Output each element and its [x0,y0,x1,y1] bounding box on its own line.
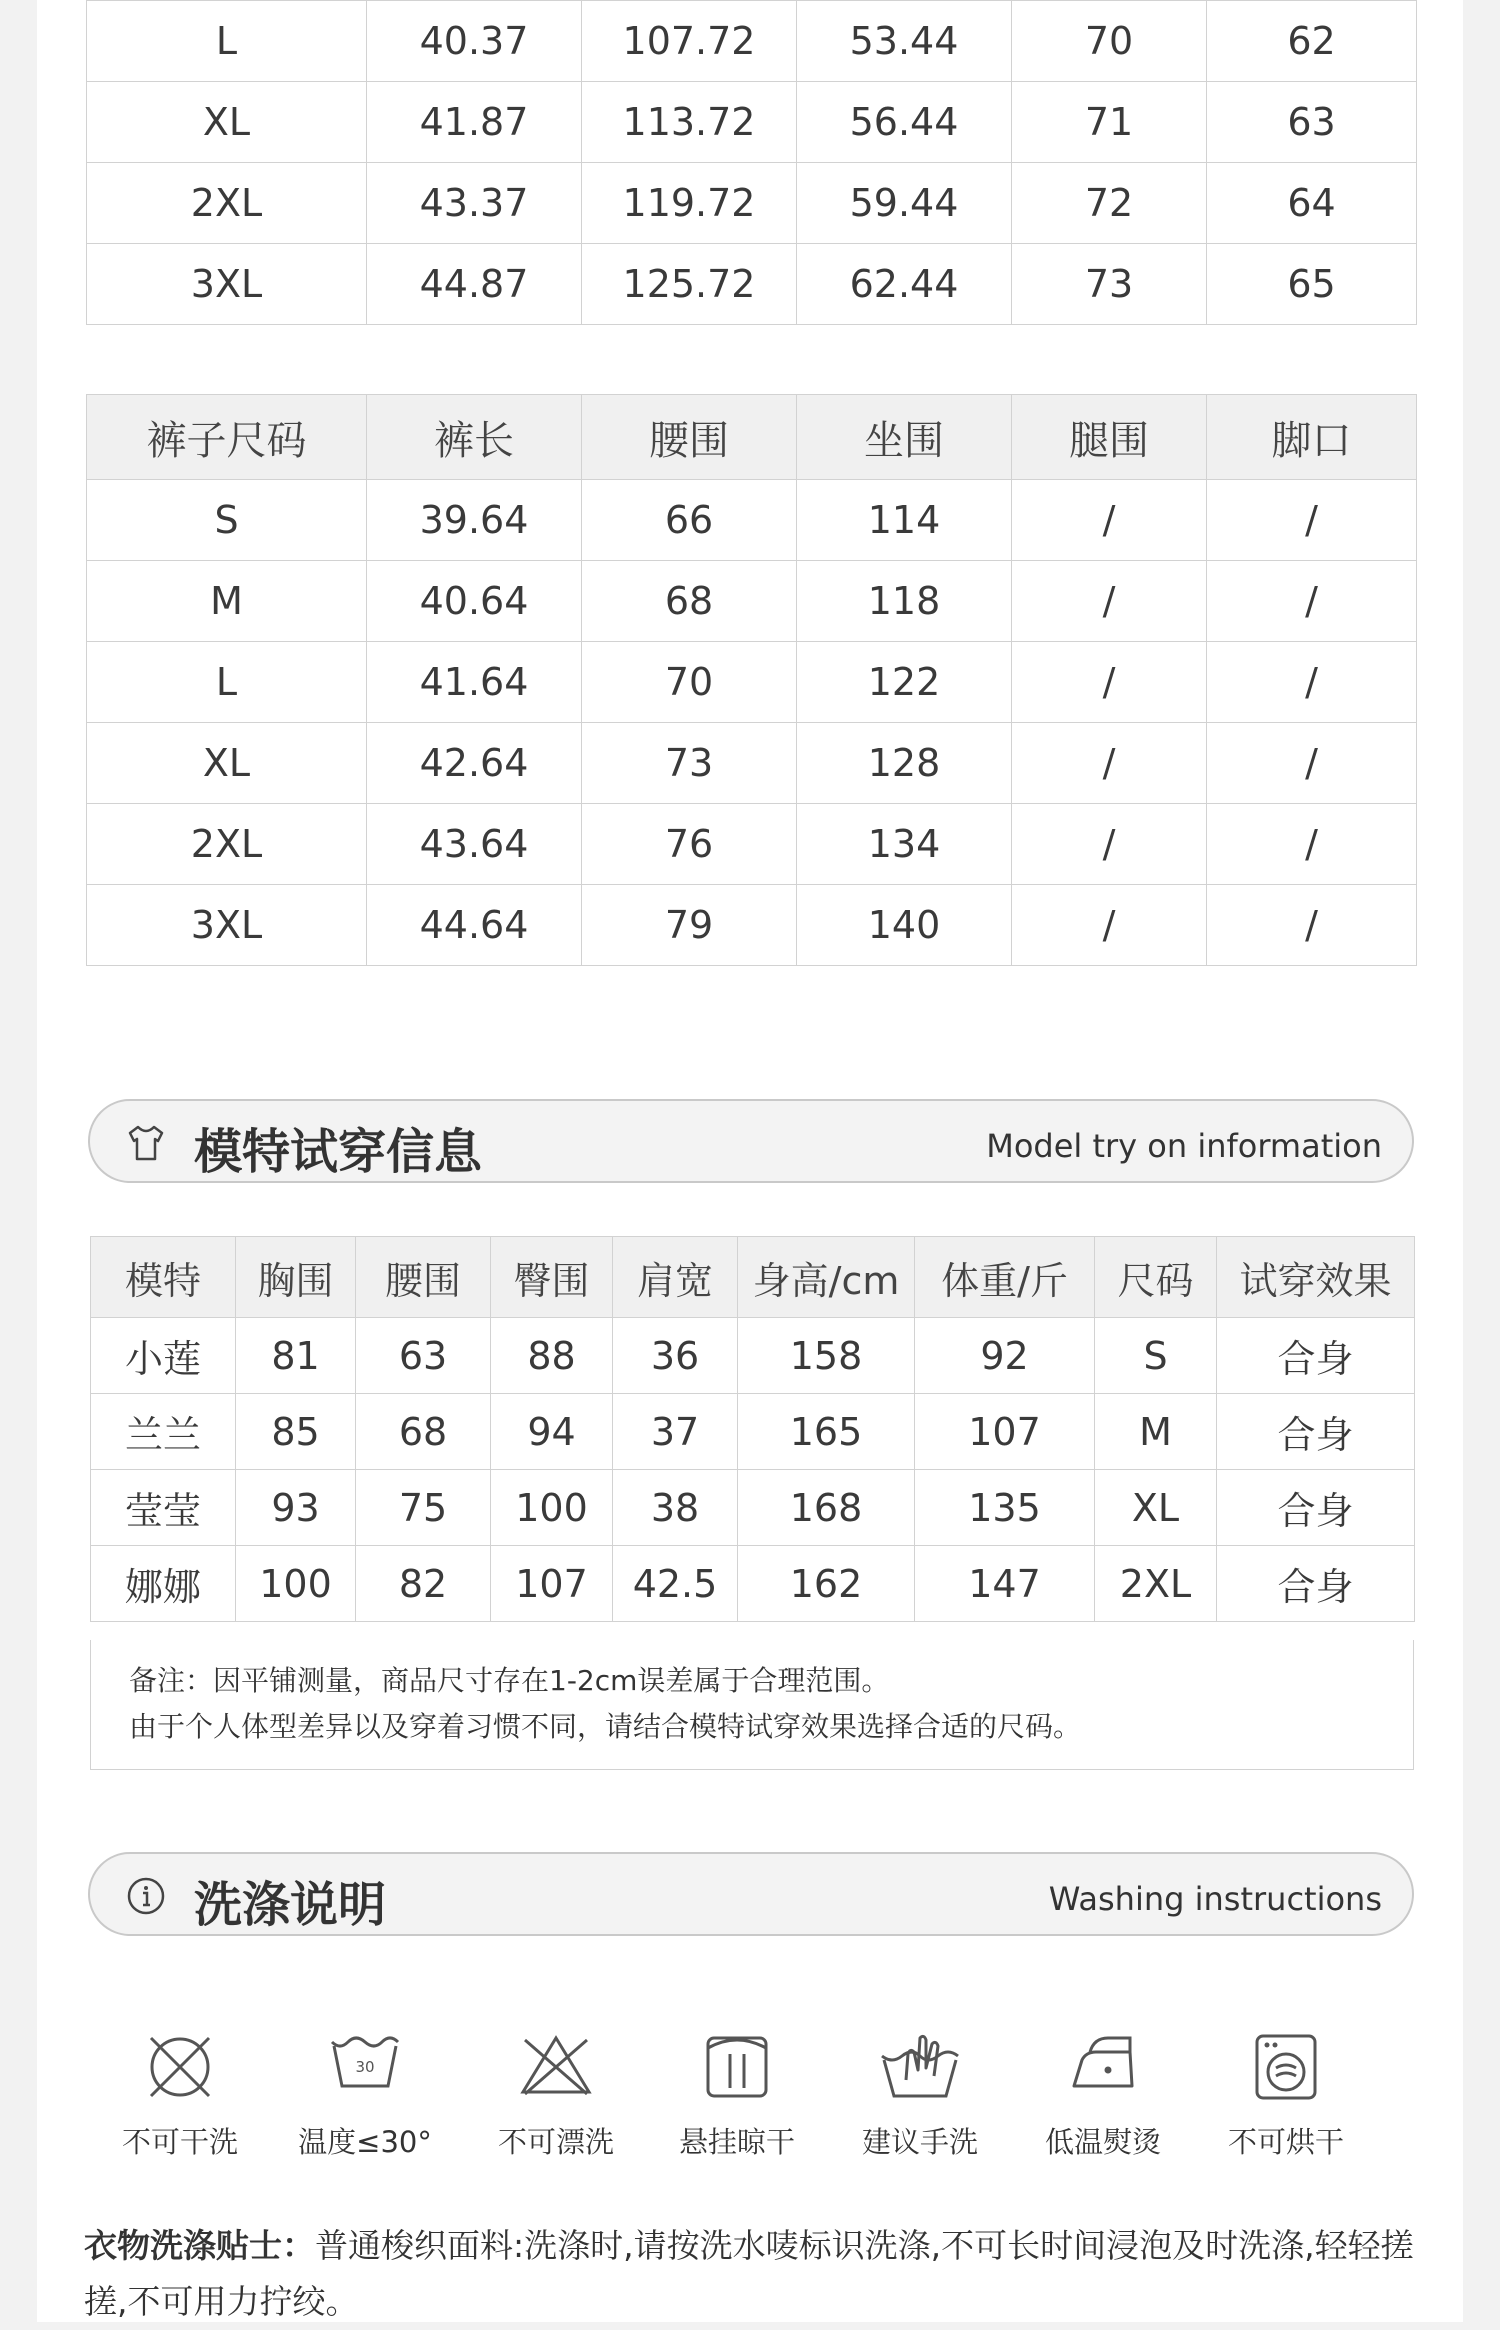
note-line-2: 由于个人体型差异以及穿着习惯不同，请结合模特试穿效果选择合适的尺码。 [129,1710,1082,1743]
table-cell: 2XL [87,163,367,244]
top-size-table [86,0,1417,325]
table-cell: 56.44 [797,82,1012,163]
column-header: 肩宽 [613,1237,738,1318]
table-cell: 2XL [87,804,367,885]
table-cell: / [1012,885,1207,966]
size-row [87,244,1417,325]
table-cell: 168 [738,1470,915,1546]
table-cell: 68 [356,1394,491,1470]
wash-item-no-bleach [466,2030,646,2161]
column-header: 坐围 [797,395,1012,480]
table-cell: 100 [491,1470,613,1546]
wash-item-no-tumble-dry [1196,2030,1376,2161]
column-header: 腰围 [582,395,797,480]
table-cell: / [1207,642,1417,723]
wash-item-temp [275,2030,455,2161]
table-cell: 41.64 [367,642,582,723]
size-row [87,642,1417,723]
table-cell: 小莲 [91,1318,236,1394]
wash-item-low-iron [1013,2030,1193,2161]
table-cell: 81 [236,1318,356,1394]
table-cell: 140 [797,885,1012,966]
wash-item-hang-dry [647,2030,827,2161]
table-cell: 65 [1207,244,1417,325]
note-line-1: 备注：因平铺测量，商品尺寸存在1-2cm误差属于合理范围。 [129,1664,890,1697]
column-header: 模特 [91,1237,236,1318]
no-dry-clean-icon [143,2030,217,2104]
table-cell: M [1095,1394,1217,1470]
column-header: 裤子尺码 [87,395,367,480]
table-cell: 44.87 [367,244,582,325]
wash-item-no-dry-clean [90,2030,270,2161]
model-row [91,1318,1415,1394]
no-tumble-dry-icon [1249,2030,1323,2104]
table-cell: 118 [797,561,1012,642]
table-cell: / [1012,642,1207,723]
wash-section-subtitle: Washing instructions [1048,1880,1382,1918]
table-cell: 2XL [1095,1546,1217,1622]
table-cell: 71 [1012,82,1207,163]
table-cell: 128 [797,723,1012,804]
table-cell: 38 [613,1470,738,1546]
table-cell: 92 [915,1318,1095,1394]
table-cell: 73 [582,723,797,804]
table-cell: 40.37 [367,1,582,82]
model-note [90,1640,1414,1770]
tips-label: 衣物洗涤贴士： [84,2226,315,2265]
table-cell: 72 [1012,163,1207,244]
size-row [87,885,1417,966]
low-iron-icon [1064,2030,1142,2104]
column-header: 裤长 [367,395,582,480]
wash-label: 温度≤30° [298,2125,432,2159]
tips-text: 普通梭织面料:洗涤时,请按洗水唛标识洗涤,不可长时间浸泡及时洗涤,轻轻搓搓,不可用力拧绞。 [84,2226,1414,2321]
size-row [87,723,1417,804]
table-cell: / [1207,561,1417,642]
table-cell: 76 [582,804,797,885]
table-cell: 68 [582,561,797,642]
table-cell: 43.64 [367,804,582,885]
size-row [87,480,1417,561]
table-cell: 82 [356,1546,491,1622]
info-icon [126,1876,166,1916]
table-cell: 162 [738,1546,915,1622]
table-cell: 3XL [87,885,367,966]
table-cell: 41.87 [367,82,582,163]
table-cell: 39.64 [367,480,582,561]
table-cell: 合身 [1217,1470,1415,1546]
model-table [90,1236,1415,1622]
table-cell: / [1012,561,1207,642]
table-cell: 59.44 [797,163,1012,244]
shirt-icon [126,1123,166,1163]
table-cell: 100 [236,1546,356,1622]
table-cell: 53.44 [797,1,1012,82]
table-cell: 165 [738,1394,915,1470]
column-header: 脚口 [1207,395,1417,480]
table-cell: 73 [1012,244,1207,325]
table-cell: 119.72 [582,163,797,244]
size-row [87,163,1417,244]
column-header: 试穿效果 [1217,1237,1415,1318]
table-cell: 93 [236,1470,356,1546]
table-cell: 62 [1207,1,1417,82]
table-cell: 107 [915,1394,1095,1470]
table-cell: 合身 [1217,1546,1415,1622]
table-cell: / [1207,480,1417,561]
table-cell: 43.37 [367,163,582,244]
wash-temp: 30 [355,2058,375,2076]
table-cell: 107 [491,1546,613,1622]
table-cell: 42.5 [613,1546,738,1622]
column-header: 臀围 [491,1237,613,1318]
table-cell: M [87,561,367,642]
hand-wash-icon [878,2030,962,2104]
table-cell: 62.44 [797,244,1012,325]
table-cell: 113.72 [582,82,797,163]
table-cell: 63 [356,1318,491,1394]
column-header: 尺码 [1095,1237,1217,1318]
no-bleach-icon [517,2030,595,2104]
table-cell: 114 [797,480,1012,561]
table-cell: S [87,480,367,561]
table-cell: 158 [738,1318,915,1394]
table-cell: / [1012,723,1207,804]
table-cell: / [1207,885,1417,966]
size-row [87,804,1417,885]
table-cell: 3XL [87,244,367,325]
table-cell: 134 [797,804,1012,885]
table-cell: 合身 [1217,1318,1415,1394]
table-cell: S [1095,1318,1217,1394]
table-cell: 兰兰 [91,1394,236,1470]
table-cell: 125.72 [582,244,797,325]
model-section-title: 模特试穿信息 [194,1124,483,1180]
table-cell: 40.64 [367,561,582,642]
table-cell: 75 [356,1470,491,1546]
table-cell: 娜娜 [91,1546,236,1622]
column-header: 体重/斤 [915,1237,1095,1318]
column-header: 腿围 [1012,395,1207,480]
table-cell: XL [1095,1470,1217,1546]
wash-item-hand-wash [830,2030,1010,2161]
wash-label: 低温熨烫 [1044,2125,1161,2159]
wash-label: 建议手洗 [861,2125,978,2159]
model-row [91,1394,1415,1470]
size-row [87,82,1417,163]
table-cell: 66 [582,480,797,561]
table-cell: 64 [1207,163,1417,244]
size-row [87,1,1417,82]
table-cell: / [1207,804,1417,885]
table-cell: 36 [613,1318,738,1394]
table-cell: 莹莹 [91,1470,236,1546]
table-cell: L [87,642,367,723]
table-cell: 合身 [1217,1394,1415,1470]
model-row [91,1470,1415,1546]
model-table-header [91,1237,1415,1318]
size-row [87,561,1417,642]
pants-table-header [87,395,1417,480]
model-row [91,1546,1415,1622]
table-cell: / [1012,480,1207,561]
wash-tips [84,2218,1424,2330]
table-cell: 79 [582,885,797,966]
column-header: 胸围 [236,1237,356,1318]
wash-section-title: 洗涤说明 [194,1877,387,1933]
table-cell: 88 [491,1318,613,1394]
wash-label: 不可干洗 [121,2125,238,2159]
wash-label: 不可烘干 [1227,2125,1344,2159]
table-cell: 85 [236,1394,356,1470]
table-cell: 107.72 [582,1,797,82]
table-cell: / [1012,804,1207,885]
model-section-subtitle: Model try on information [986,1127,1382,1165]
model-info-banner [88,1099,1414,1183]
wash-label: 不可漂洗 [497,2125,614,2159]
table-cell: 63 [1207,82,1417,163]
table-cell: 42.64 [367,723,582,804]
table-cell: 135 [915,1470,1095,1546]
washing-banner [88,1852,1414,1936]
table-cell: 37 [613,1394,738,1470]
table-cell: 44.64 [367,885,582,966]
table-cell: 70 [1012,1,1207,82]
hang-dry-icon [700,2030,774,2104]
column-header: 身高/cm [738,1237,915,1318]
table-cell: L [87,1,367,82]
column-header: 腰围 [356,1237,491,1318]
table-cell: XL [87,723,367,804]
table-cell: XL [87,82,367,163]
wash-30-icon [328,2030,402,2104]
table-cell: 147 [915,1546,1095,1622]
pants-size-table [86,394,1417,966]
table-cell: 70 [582,642,797,723]
table-cell: 94 [491,1394,613,1470]
wash-label: 悬挂晾干 [678,2125,795,2159]
table-cell: / [1207,723,1417,804]
table-cell: 122 [797,642,1012,723]
